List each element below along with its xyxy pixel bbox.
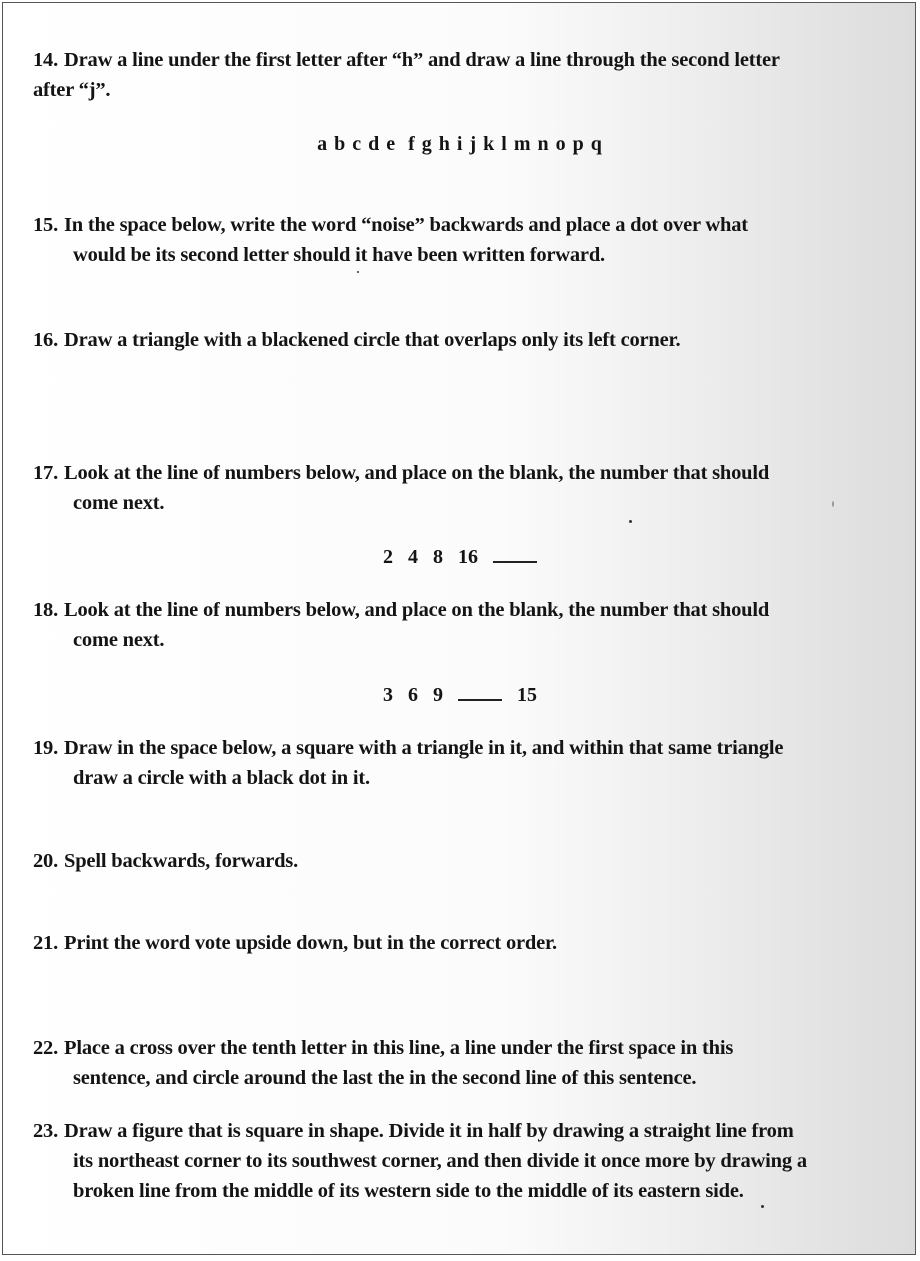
question-18-line2: come next. <box>73 629 165 651</box>
question-22-line1 <box>33 1033 895 1063</box>
question-18 <box>33 595 895 655</box>
question-number: 20. <box>33 850 59 872</box>
question-14-line1 <box>33 45 895 75</box>
question-22-line2: sentence, and circle around the last the in the second line of this sentence. <box>73 1067 697 1089</box>
sequence-numbers: 2 4 8 16 <box>383 546 478 568</box>
number-sequence-17 <box>3 543 916 569</box>
question-20 <box>33 846 895 876</box>
question-17-line1 <box>33 458 895 488</box>
sequence-number-after: 15 <box>517 684 537 706</box>
question-text: Look at the line of numbers below, and place on the blank, the number that should <box>64 462 770 484</box>
question-21-line1 <box>33 928 895 958</box>
question-17 <box>33 458 895 518</box>
question-23-line2: its northeast corner to its southwest corner, and then divide it once more by drawing a <box>73 1150 807 1172</box>
question-16-line1 <box>33 325 895 355</box>
question-15 <box>33 210 895 270</box>
question-23-line1 <box>33 1116 895 1146</box>
question-text: Draw in the space below, a square with a triangle in it, and within that same triangle <box>64 737 784 759</box>
question-17-line2: come next. <box>73 492 165 514</box>
scan-speck <box>761 1205 764 1208</box>
question-19-line2: draw a circle with a black dot in it. <box>73 767 370 789</box>
question-22 <box>33 1033 895 1093</box>
question-19 <box>33 733 895 793</box>
question-text: Spell backwards, forwards. <box>64 850 299 872</box>
question-text: Draw a figure that is square in shape. Divide it in half by drawing a straight line from <box>64 1120 794 1142</box>
alphabet-line: a b c d e f g h i j k l m n o p q <box>317 133 603 155</box>
question-number: 15. <box>33 214 59 236</box>
number-sequence-18 <box>3 681 916 707</box>
question-14-line2: after “j”. <box>33 79 111 101</box>
question-number: 22. <box>33 1037 59 1059</box>
question-number: 18. <box>33 599 59 621</box>
question-19-line1 <box>33 733 895 763</box>
question-23 <box>33 1116 895 1206</box>
sequence-numbers-before: 3 6 9 <box>383 684 443 706</box>
question-number: 23. <box>33 1120 59 1142</box>
question-text: In the space below, write the word “noise” backwards and place a dot over what <box>64 214 748 236</box>
question-number: 19. <box>33 737 59 759</box>
scan-speck <box>357 271 359 273</box>
question-18-line1 <box>33 595 895 625</box>
question-15-line2: would be its second letter should it have been written forward. <box>73 244 605 266</box>
scan-speck <box>629 520 632 523</box>
question-number: 21. <box>33 932 59 954</box>
question-number: 14. <box>33 49 59 71</box>
question-text: Draw a triangle with a blackened circle that overlaps only its left corner. <box>64 329 681 351</box>
document-page <box>2 2 916 1255</box>
question-15-line1 <box>33 210 895 240</box>
scan-speck <box>832 501 834 507</box>
answer-blank[interactable] <box>458 681 502 701</box>
question-text: Look at the line of numbers below, and place on the blank, the number that should <box>64 599 770 621</box>
question-number: 16. <box>33 329 59 351</box>
question-14 <box>33 45 895 105</box>
question-16 <box>33 325 895 355</box>
answer-blank[interactable] <box>493 543 537 563</box>
question-21 <box>33 928 895 958</box>
question-text: Print the word vote upside down, but in the correct order. <box>64 932 557 954</box>
question-23-line3: broken line from the middle of its western side to the middle of its eastern side. <box>73 1180 744 1202</box>
question-text: Place a cross over the tenth letter in this line, a line under the first space in this <box>64 1037 734 1059</box>
question-number: 17. <box>33 462 59 484</box>
question-20-line1 <box>33 846 895 876</box>
question-text: Draw a line under the first letter after “h” and draw a line through the second letter <box>64 49 780 71</box>
